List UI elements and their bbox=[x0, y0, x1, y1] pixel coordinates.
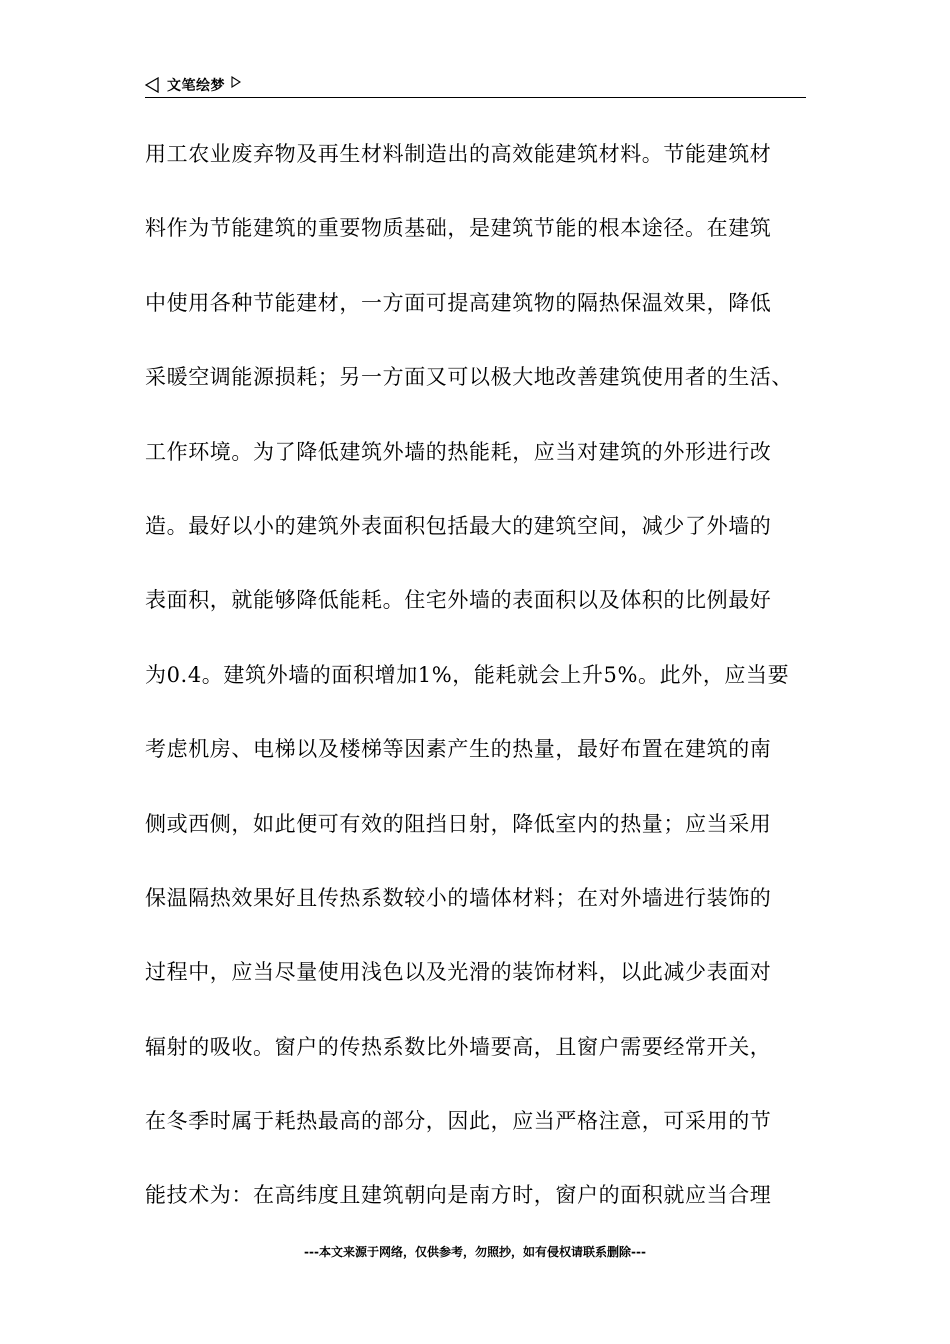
page-header bbox=[145, 74, 806, 96]
body-line: 采暖空调能源损耗；另一方面又可以极大地改善建筑使用者的生活、 bbox=[145, 365, 793, 390]
body-line: 造。最好以小的建筑外表面积包括最大的建筑空间，减少了外墙的 bbox=[145, 513, 772, 538]
body-line: 侧或西侧，如此便可有效的阻挡日射，降低室内的热量；应当采用 bbox=[145, 811, 772, 836]
body-line: 辐射的吸收。窗户的传热系数比外墙要高，且窗户需要经常开关， bbox=[145, 1034, 772, 1059]
header-brand: 文笔绘梦 bbox=[167, 78, 225, 94]
body-line: 考虑机房、电梯以及楼梯等因素产生的热量，最好布置在建筑的南 bbox=[145, 737, 772, 762]
body-line: 工作环境。为了降低建筑外墙的热能耗，应当对建筑的外形进行改 bbox=[145, 439, 772, 464]
body-line: 料作为节能建筑的重要物质基础，是建筑节能的根本途径。在建筑 bbox=[145, 216, 772, 241]
body-line: 中使用各种节能建材，一方面可提高建筑物的隔热保温效果，降低 bbox=[145, 290, 772, 315]
body-line: 过程中，应当尽量使用浅色以及光滑的装饰材料，以此减少表面对 bbox=[145, 960, 772, 985]
body-line: 表面积，就能够降低能耗。住宅外墙的表面积以及体积的比例最好 bbox=[145, 588, 772, 613]
triangle-right-outline-icon bbox=[231, 76, 241, 88]
body-line: 在冬季时属于耗热最高的部分，因此，应当严格注意，可采用的节 bbox=[145, 1109, 772, 1134]
body-line: 能技术为：在高纬度且建筑朝向是南方时，窗户的面积就应当合理 bbox=[145, 1183, 772, 1208]
body-line: 保温隔热效果好且传热系数较小的墙体材料；在对外墙进行装饰的 bbox=[145, 885, 772, 910]
body-line: 用工农业废弃物及再生材料制造出的高效能建筑材料。节能建筑材 bbox=[145, 142, 772, 166]
header-divider bbox=[145, 97, 806, 98]
body-line: 为0.4。建筑外墙的面积增加1%，能耗就会上升5%。此外，应当要 bbox=[145, 662, 790, 687]
page-footer: ---本文来源于网络，仅供参考，勿照抄，如有侵权请联系删除--- bbox=[304, 1245, 646, 1259]
triangle-left-outline-icon bbox=[145, 77, 159, 93]
body-text bbox=[145, 134, 806, 1250]
